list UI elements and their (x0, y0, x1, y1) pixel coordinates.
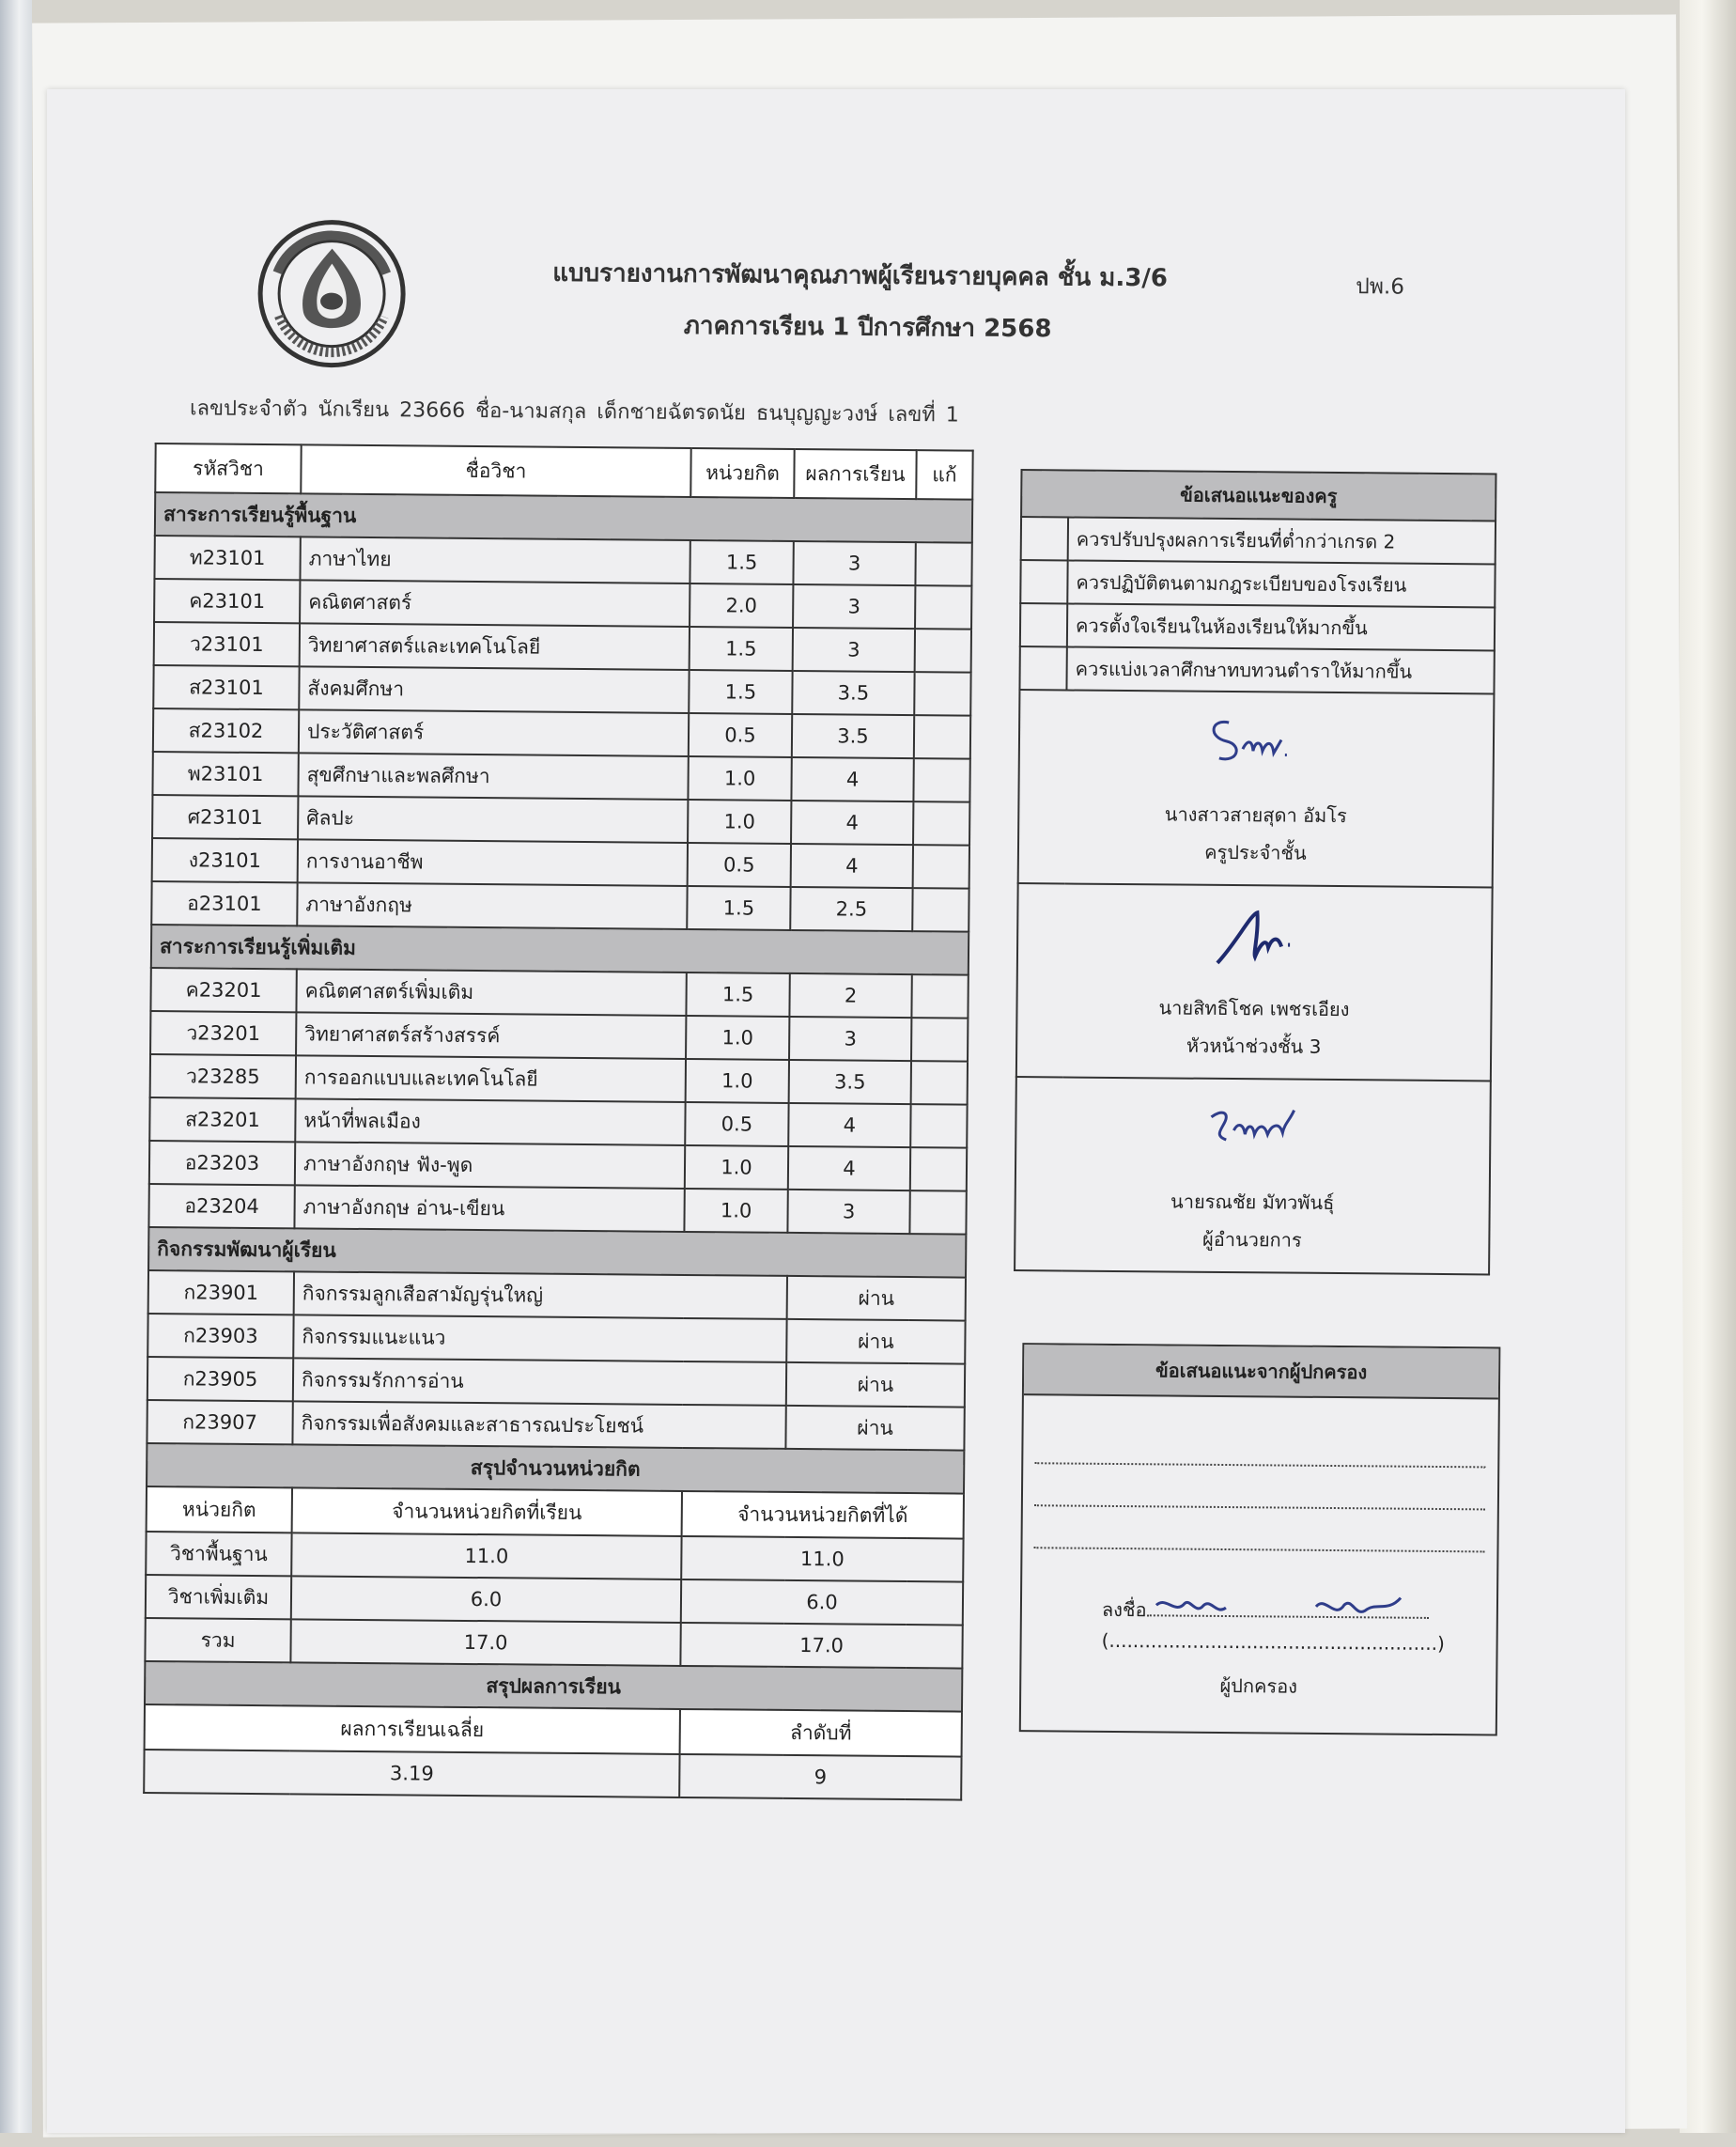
subject-credits: 1.5 (690, 627, 793, 671)
subject-name: ประวัติศาสตร์ (299, 709, 689, 756)
subject-grade: 3.5 (792, 671, 914, 715)
table-row (149, 1097, 967, 1148)
signer-role: ครูประจำชั้น (1204, 840, 1307, 864)
credit-row-label: วิชาพื้นฐาน (146, 1532, 291, 1576)
col-name-header: ชื่อวิชา (301, 444, 690, 497)
subject-grade: 3 (793, 628, 915, 672)
subject-credits: 1.5 (690, 540, 793, 584)
parent-name-bracket[interactable]: (.......................................................) (1101, 1628, 1445, 1656)
table-row (150, 1054, 968, 1105)
advice-text: ควรตั้งใจเรียนในห้องเรียนให้มากขึ้น (1067, 604, 1495, 651)
activities-section-label: กิจกรรมพัฒนาผู้เรียน (148, 1227, 966, 1278)
subject-credits: 2.0 (690, 583, 793, 628)
subject-code: ว23101 (154, 622, 300, 666)
subject-fix (913, 801, 969, 846)
subject-code: ศ23101 (152, 795, 298, 839)
table-row (152, 838, 969, 889)
advice-checkbox[interactable] (1019, 646, 1066, 690)
activity-code: ก23905 (147, 1357, 293, 1401)
subject-name: หน้าที่พลเมือง (295, 1098, 685, 1145)
subject-fix (909, 1190, 966, 1235)
signer-role: ผู้อำนวยการ (1201, 1227, 1302, 1252)
subject-fix (914, 715, 970, 759)
homeroom-teacher-signature (1018, 690, 1495, 887)
advice-text: ควรปรับปรุงผลการเรียนที่ต่ำกว่าเกรด 2 (1068, 518, 1496, 565)
credit-row-label: วิชาเพิ่มเติม (146, 1575, 291, 1619)
rank-header: ลำดับที่ (680, 1709, 962, 1757)
table-row (150, 968, 968, 1019)
signer-name: นายรณชัย มัทวพันธุ์ (1170, 1190, 1335, 1215)
subject-code: ส23102 (153, 708, 299, 753)
activity-result: ผ่าน (786, 1319, 965, 1364)
extra-section-band (151, 925, 969, 975)
subject-fix (913, 758, 969, 802)
credit-summary-band (147, 1443, 964, 1494)
parent-advice-box (1019, 1343, 1501, 1735)
activity-name: กิจกรรมลูกเสือสามัญรุ่นใหญ่ (294, 1271, 787, 1319)
table-row (152, 795, 969, 846)
subject-grade: 2 (789, 973, 911, 1018)
subject-fix (914, 672, 970, 716)
subject-name: สังคมศึกษา (299, 666, 689, 713)
core-section-band (155, 492, 972, 543)
activity-result: ผ่าน (786, 1362, 965, 1408)
subject-code: อ23101 (151, 881, 297, 926)
col-grade-header: ผลการเรียน (794, 449, 916, 499)
teacher-advice-band (1021, 470, 1496, 521)
subject-fix (915, 542, 971, 586)
teacher-advice-table (1014, 469, 1496, 1275)
result-summary-label: สรุปผลการเรียน (145, 1661, 962, 1712)
credit-earned: 6.0 (681, 1579, 963, 1626)
parent-sign-line (1102, 1595, 1429, 1627)
list-item (1020, 560, 1495, 607)
school-seal-icon (256, 218, 407, 374)
grades-table (143, 443, 974, 1801)
binder-edge-left (0, 0, 32, 2133)
result-summary-values (144, 1750, 961, 1800)
subject-fix (915, 585, 971, 630)
report-paper (47, 89, 1625, 2133)
credit-row-label: รวม (145, 1618, 290, 1662)
result-summary-header (145, 1704, 962, 1757)
table-row (146, 1575, 963, 1626)
subject-grade: 4 (788, 1103, 910, 1147)
form-code: ปพ.6 (1356, 274, 1405, 300)
subject-grade: 4 (791, 757, 913, 801)
subject-code: ง23101 (152, 838, 298, 882)
table-row (148, 1184, 966, 1235)
subject-grade: 4 (791, 844, 913, 888)
subject-code: ว23201 (150, 1011, 296, 1055)
table-row (153, 708, 970, 759)
credit-summary-header (147, 1486, 964, 1539)
list-item (1020, 603, 1495, 650)
subject-grade: 3 (793, 584, 915, 629)
subject-name: ศิลปะ (298, 796, 688, 843)
report-page (29, 89, 1625, 2147)
subject-credits: 1.0 (684, 1189, 787, 1233)
subject-fix (911, 1061, 968, 1105)
subject-fix (913, 845, 969, 889)
core-section-label: สาระการเรียนรู้พื้นฐาน (155, 492, 972, 543)
table-row (147, 1357, 965, 1408)
subject-name: การออกแบบและเทคโนโลยี (296, 1055, 686, 1102)
handwritten-signature-icon (1192, 1098, 1315, 1156)
credit-earned: 17.0 (680, 1623, 962, 1669)
subject-fix (911, 1018, 968, 1062)
signer-name: นางสาวสายสุดา อัมโร (1164, 802, 1347, 828)
credit-summary-label: สรุปจำนวนหน่วยกิต (147, 1443, 964, 1494)
subject-name: สุขศึกษาและพลศึกษา (298, 753, 688, 800)
report-title: แบบรายงานการพัฒนาคุณภาพผู้เรียนรายบุคคล ชั้น ม.3/6 (552, 258, 1169, 293)
level-head-signature (1016, 883, 1493, 1081)
subject-name: ภาษาอังกฤษ (297, 882, 687, 929)
col-fix-header: แก้ (916, 450, 972, 500)
subject-fix (910, 1104, 967, 1148)
sign-label: ลงชื่อ (1101, 1597, 1147, 1622)
gpa-value: 3.19 (144, 1750, 679, 1797)
signature-block (1016, 883, 1493, 1081)
subject-grade: 3 (793, 541, 915, 585)
student-info: เลขประจำตัว นักเรียน 23666 ชื่อ-นามสกุล เด็กชายฉัตรดนัย ธนบุญญะวงษ์ เลขที่ 1 (189, 397, 959, 428)
table-row (147, 1400, 964, 1451)
activity-code: ก23907 (147, 1400, 292, 1444)
col-code-header: รหัสวิชา (155, 443, 301, 493)
advice-text: ควรปฏิบัติตนตามกฎระเบียบของโรงเรียน (1067, 561, 1495, 608)
table-row (149, 1141, 967, 1191)
director-signature (1015, 1077, 1491, 1274)
subject-credits: 1.5 (689, 670, 792, 714)
teacher-advice-label: ข้อเสนอแนะของครู (1021, 470, 1496, 521)
table-row (147, 1314, 965, 1364)
handwritten-signature-icon (1198, 905, 1311, 972)
advice-checkbox[interactable] (1020, 603, 1067, 646)
subject-credits: 1.0 (688, 800, 791, 844)
subject-credits: 1.0 (688, 756, 791, 801)
credit-registered: 17.0 (290, 1619, 680, 1666)
subject-grade: 3 (789, 1017, 911, 1061)
subject-code: ค23201 (150, 968, 296, 1012)
subject-code: ว23285 (150, 1054, 296, 1098)
subject-fix (910, 1147, 967, 1191)
advice-checkbox[interactable] (1020, 560, 1067, 603)
binder-edge-right (1680, 0, 1736, 2133)
subject-credits: 1.0 (685, 1145, 788, 1190)
subject-credits: 0.5 (688, 843, 791, 887)
subject-name: วิทยาศาสตร์สร้างสรรค์ (296, 1012, 686, 1059)
subject-grade: 3.5 (789, 1060, 911, 1104)
grades-header-row (155, 443, 972, 500)
handwritten-signature-icon (1200, 711, 1313, 769)
subject-name: ภาษาไทย (300, 537, 690, 583)
credit-registered: 6.0 (291, 1576, 681, 1623)
table-row (154, 536, 971, 586)
activities-section-band (148, 1227, 966, 1278)
subject-fix (912, 888, 969, 932)
table-row (150, 1011, 968, 1062)
credit-earned-header: จำนวนหน่วยกิตที่ได้ (682, 1491, 964, 1539)
subject-name: การงานอาชีพ (298, 839, 688, 886)
subject-fix (915, 629, 971, 673)
table-row (152, 752, 969, 802)
table-row (148, 1270, 966, 1321)
signer-name: นายสิทธิโชค เพชรเอียง (1158, 996, 1350, 1021)
subject-grade: 3.5 (792, 714, 914, 758)
parent-role: ผู้ปกครอง (1219, 1673, 1298, 1698)
extra-section-label: สาระการเรียนรู้เพิ่มเติม (151, 925, 969, 975)
subject-credits: 1.0 (686, 1016, 789, 1060)
col-credits-header: หน่วยกิต (690, 448, 794, 498)
advice-line[interactable] (1033, 1547, 1484, 1552)
subject-credits: 1.5 (686, 972, 789, 1017)
activity-name: กิจกรรมเพื่อสังคมและสาธารณประโยชน์ (292, 1401, 785, 1449)
subject-name: วิทยาศาสตร์และเทคโนโลยี (300, 623, 690, 670)
subject-code: อ23204 (148, 1184, 294, 1228)
list-item (1021, 517, 1496, 564)
advice-checkbox[interactable] (1021, 517, 1068, 560)
subject-name: คณิตศาสตร์เพิ่มเติม (296, 969, 686, 1016)
parent-advice-label: ข้อเสนอแนะจากผู้ปกครอง (1024, 1345, 1498, 1399)
parent-signature-field[interactable] (1146, 1614, 1428, 1619)
subject-credits: 0.5 (685, 1102, 788, 1146)
rank-value: 9 (679, 1754, 961, 1800)
report-subtitle: ภาคการเรียน 1 ปีการศึกษา 2568 (683, 311, 1052, 344)
table-row (145, 1618, 962, 1669)
subject-credits: 1.0 (686, 1059, 789, 1103)
subject-credits: 1.5 (687, 886, 790, 930)
subject-code: อ23203 (149, 1141, 295, 1185)
advice-line[interactable] (1034, 1504, 1485, 1510)
table-row (151, 881, 969, 932)
subject-code: พ23101 (152, 752, 298, 796)
subject-grade: 3 (787, 1190, 909, 1234)
activity-result: ผ่าน (787, 1276, 966, 1321)
activity-result: ผ่าน (785, 1406, 964, 1451)
subject-name: ภาษาอังกฤษ ฟัง-พูด (295, 1142, 685, 1189)
gpa-header: ผลการเรียนเฉลี่ย (145, 1704, 680, 1754)
activity-code: ก23901 (148, 1270, 294, 1315)
subject-code: ส23101 (153, 665, 299, 709)
subject-code: ค23101 (154, 579, 300, 623)
parent-handwritten-signature-icon (1146, 1586, 1428, 1634)
subject-code: ส23201 (149, 1097, 295, 1142)
credit-registered: 11.0 (291, 1532, 681, 1579)
activity-code: ก23903 (147, 1314, 293, 1358)
result-summary-band (145, 1661, 962, 1712)
activity-name: กิจกรรมรักการอ่าน (293, 1358, 786, 1406)
subject-name: คณิตศาสตร์ (300, 580, 690, 627)
table-row (153, 665, 970, 716)
subject-grade: 4 (791, 801, 913, 845)
credit-registered-header: จำนวนหน่วยกิตที่เรียน (292, 1487, 682, 1536)
advice-line[interactable] (1034, 1462, 1485, 1468)
subject-grade: 2.5 (790, 887, 912, 931)
signer-role: หัวหน้าช่วงชั้น 3 (1186, 1034, 1322, 1058)
credit-unit-header: หน่วยกิต (147, 1486, 292, 1532)
table-row (154, 622, 971, 673)
signature-block (1015, 1077, 1491, 1274)
signature-block (1018, 690, 1495, 887)
table-row (146, 1532, 963, 1582)
subject-name: ภาษาอังกฤษ อ่าน-เขียน (294, 1185, 684, 1232)
subject-fix (911, 974, 968, 1019)
table-row (154, 579, 971, 630)
subject-credits: 0.5 (689, 713, 792, 757)
subject-code: ท23101 (154, 536, 300, 580)
advice-text: ควรแบ่งเวลาศึกษาทบทวนตำราให้มากขึ้น (1066, 646, 1494, 693)
activity-name: กิจกรรมแนะแนว (293, 1315, 786, 1362)
list-item (1019, 646, 1494, 693)
credit-earned: 11.0 (681, 1536, 963, 1582)
subject-grade: 4 (788, 1146, 910, 1190)
